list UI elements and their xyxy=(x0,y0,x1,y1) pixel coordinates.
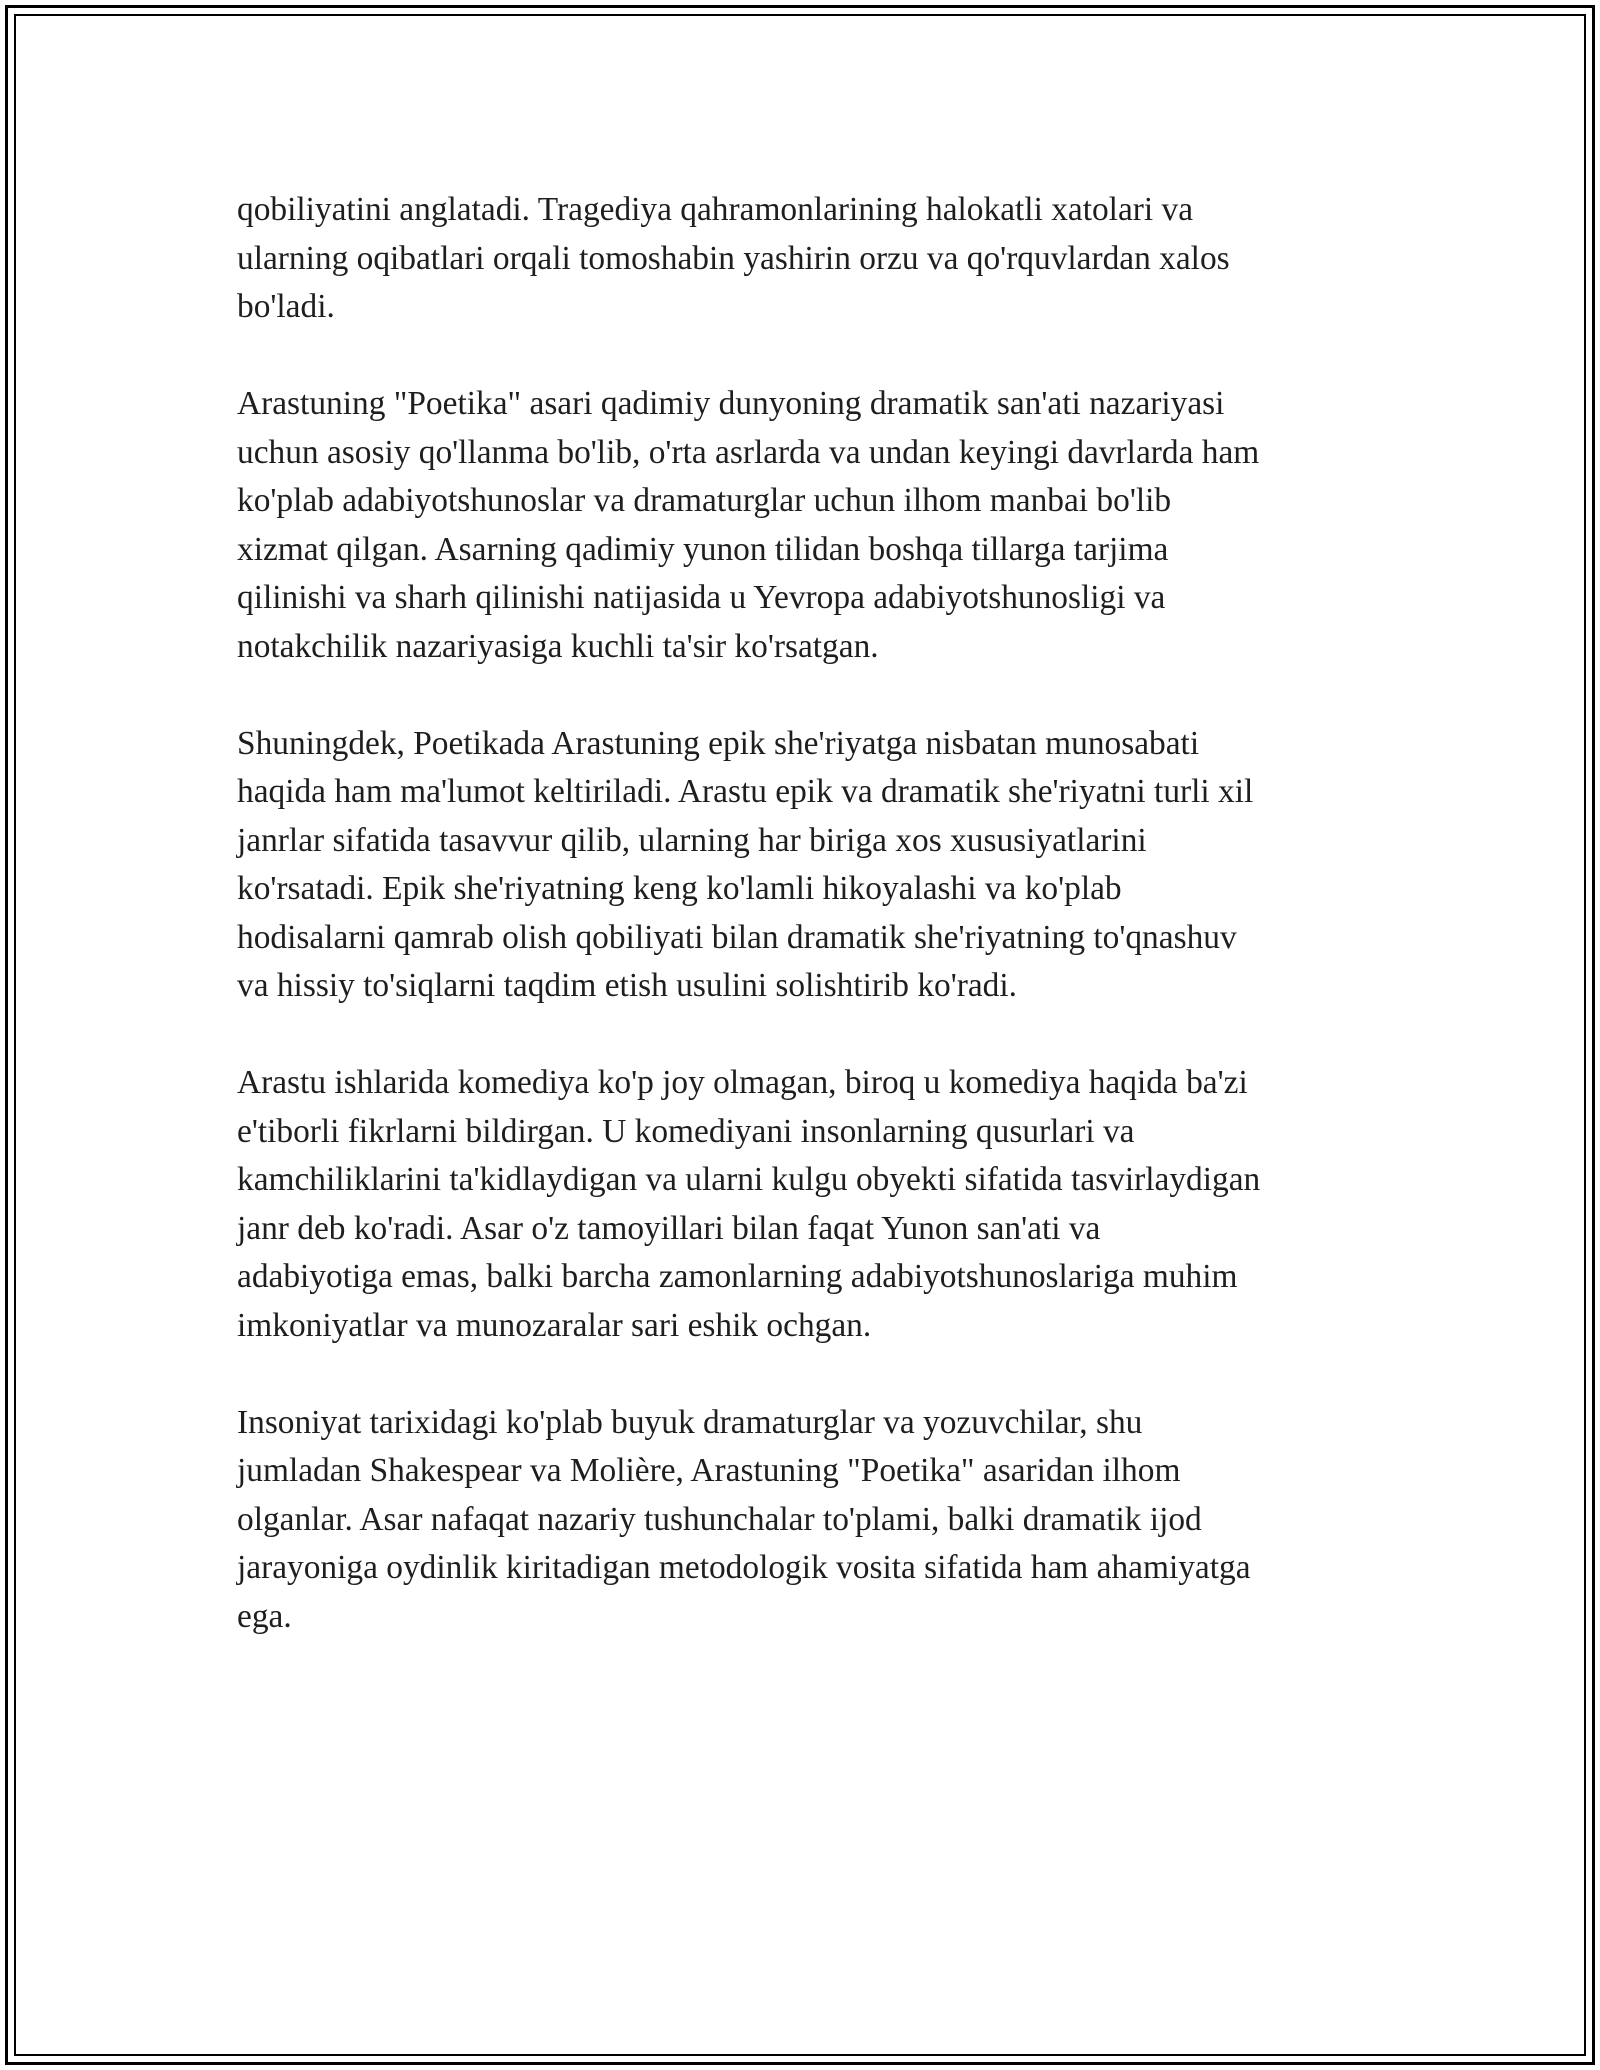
paragraph-1: qobiliyatini anglatadi. Tragediya qahramonlarining halokatli xatolari va ularning oqibatlari orqali tomoshabin yashirin orzu va qo'rquvlardan xalos bo'ladi. xyxy=(237,191,1230,325)
paragraph-4: Arastu ishlarida komediya ko'p joy olmagan, biroq u komediya haqida ba'zi e'tiborli fikrlarni bildirgan. U komediyani insonlarning qusurlari va kamchiliklarini ta'kidlaydigan va ularni kulgu obyekti sifatida tasvirlaydigan janr deb ko'radi. Asar o'z tamoyillari bilan faqat Yunon san'ati va adabiyotiga emas, balki barcha zamonlarning adabiyotshunoslariga muhim imkoniyatlar va munozaralar sari eshik ochgan. xyxy=(237,1064,1261,1344)
paragraph-2: Arastuning "Poetika" asari qadimiy dunyoning dramatik san'ati nazariyasi uchun asosiy qo'llanma bo'lib, o'rta asrlarda va undan keyingi davrlarda ham ko'plab adabiyotshunoslar va dramaturglar uchun ilhom manbai bo'lib xizmat qilgan. Asarning qadimiy yunon tilidan boshqa tillarga tarjima qilinishi va sharh qilinishi natijasida u Yevropa adabiyotshunosligi va notakchilik nazariyasiga kuchli ta'sir ko'rsatgan. xyxy=(237,385,1260,665)
paragraph-3: Shuningdek, Poetikada Arastuning epik she'riyatga nisbatan munosabati haqida ham ma'lumot keltiriladi. Arastu epik va dramatik she'riyatni turli xil janrlar sifatida tasavvur qilib, ularning har biriga xos xususiyatlarini ko'rsatadi. Epik she'riyatning keng ko'lamli hikoyalashi va ko'plab hodisalarni qamrab olish qobiliyati bilan dramatik she'riyatning to'qnashuv va hissiy to'siqlarni taqdim etish usulini solishtirib ko'radi. xyxy=(237,724,1254,1004)
paragraph-5: Insoniyat tarixidagi ko'plab buyuk dramaturglar va yozuvchilar, shu jumladan Shakespear va Molière, Arastuning "Poetika" asaridan ilhom olganlar. Asar nafaqat nazariy tushunchalar to'plami, balki dramatik ijod jarayoniga oydinlik kiritadigan metodologik vosita sifatida ham ahamiyatga ega. xyxy=(237,1403,1251,1635)
document-body xyxy=(237,186,1373,1690)
